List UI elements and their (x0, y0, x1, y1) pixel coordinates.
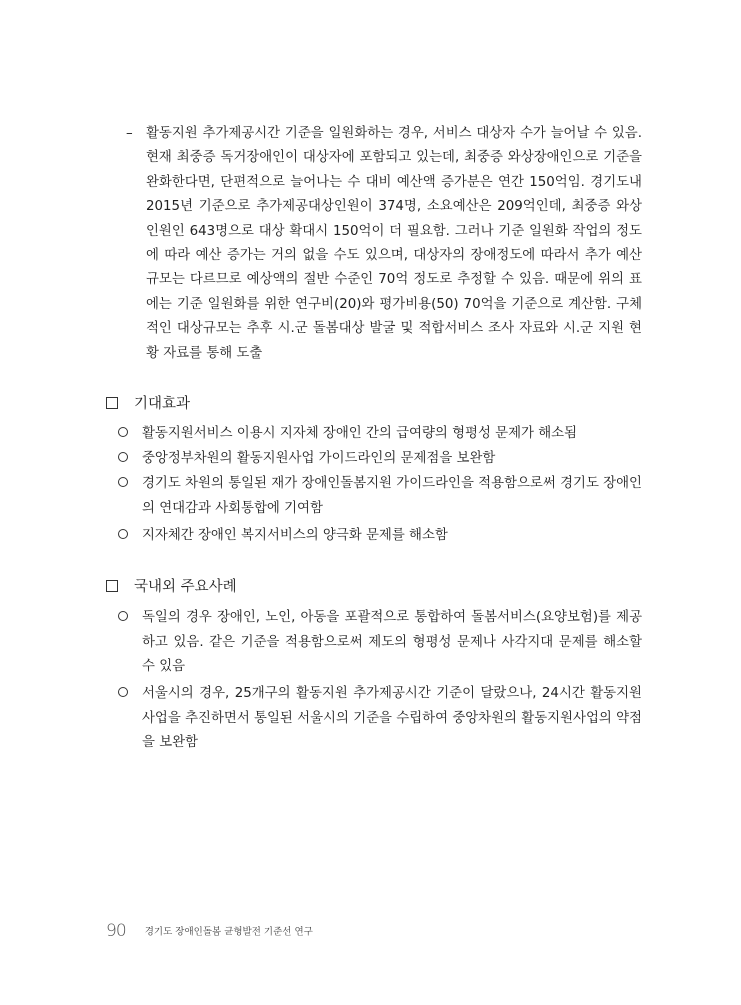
dash-bullet: – (126, 126, 133, 141)
circle-bullet-icon (118, 477, 128, 487)
circle-bullet-icon (118, 687, 128, 697)
budget-note-paragraph (126, 122, 642, 366)
page-number: 90 (106, 920, 126, 941)
checkbox-square-icon (106, 397, 118, 409)
list-item (118, 472, 642, 521)
section-heading-case-studies (106, 577, 237, 597)
list-item (118, 422, 642, 447)
circle-bullet-icon (118, 452, 128, 462)
list-item-text: 서울시의 경우, 25개구의 활동지원 추가제공시간 기준이 달랐으나, 24시간 활동지원사업을 추진하면서 통일된 서울시의 기준을 수립하여 중앙차원의 활동지원사업의 약점을 보완함 (142, 686, 642, 750)
circle-bullet-icon (118, 611, 128, 621)
section-title: 국내외 주요사례 (134, 579, 237, 595)
budget-note-text: 활동지원 추가제공시간 기준을 일원화하는 경우, 서비스 대상자 수가 늘어날 수 있음. 현재 최중증 독거장애인이 대상자에 포함되고 있는데, 최중증 와상장애인으로 기준을 완화한다면, 단편적으로 늘어나는 수 대비 예산액 증가분은 연간 150억임. 경기도내 2015년 기준으로 추가제공대상인원이 374명, 소요예산은 209억인데, 최중증 와상인원인 643명으로 대상 확대시 150억이 더 필요함. 그러나 기준 일원화 작업의 정도에 따라 예산 증가는 거의 없을 수도 있으며, 대상자의 장애정도에 따라서 추가 예산 규모는 다르므로 예상액의 절반 수준인 70억 정도로 추정할 수 있음. 때문에 위의 표에는 기준 일원화를 위한 연구비(20)와 평가비용(50) 70억을 기준으로 계산함. 구체적인 대상규모는 추후 시.군 돌봄대상 발굴 및 적합서비스 조사 자료와 시.군 지원 현황 자료를 통해 도출 (146, 126, 642, 361)
page-footer (106, 920, 313, 944)
list-item-text: 지자체간 장애인 복지서비스의 양극화 문제를 해소함 (142, 528, 448, 543)
list-item (118, 682, 642, 756)
list-item (118, 524, 642, 549)
list-item-text: 독일의 경우 장애인, 노인, 아동을 포괄적으로 통합하여 돌봄서비스(요양보험)를 제공하고 있음. 같은 기준을 적용함으로써 제도의 형평성 문제나 사각지대 문제를 해소할 수 있음 (142, 610, 642, 674)
list-item-text: 중앙정부차원의 활동지원사업 가이드라인의 문제점을 보완함 (142, 451, 496, 466)
checkbox-square-icon (106, 580, 118, 592)
footer-title: 경기도 장애인돌봄 균형발전 기준선 연구 (144, 926, 313, 938)
list-item-text: 활동지원서비스 이용시 지자체 장애인 간의 급여량의 형평성 문제가 해소됨 (142, 426, 578, 441)
section-heading-expected-effects (106, 394, 190, 414)
section-title: 기대효과 (134, 396, 191, 412)
list-item (118, 606, 642, 680)
circle-bullet-icon (118, 427, 128, 437)
list-item-text: 경기도 차원의 통일된 재가 장애인돌봄지원 가이드라인을 적용함으로써 경기도 장애인의 연대감과 사회통합에 기여함 (142, 476, 642, 516)
circle-bullet-icon (118, 529, 128, 539)
list-item (118, 447, 642, 472)
